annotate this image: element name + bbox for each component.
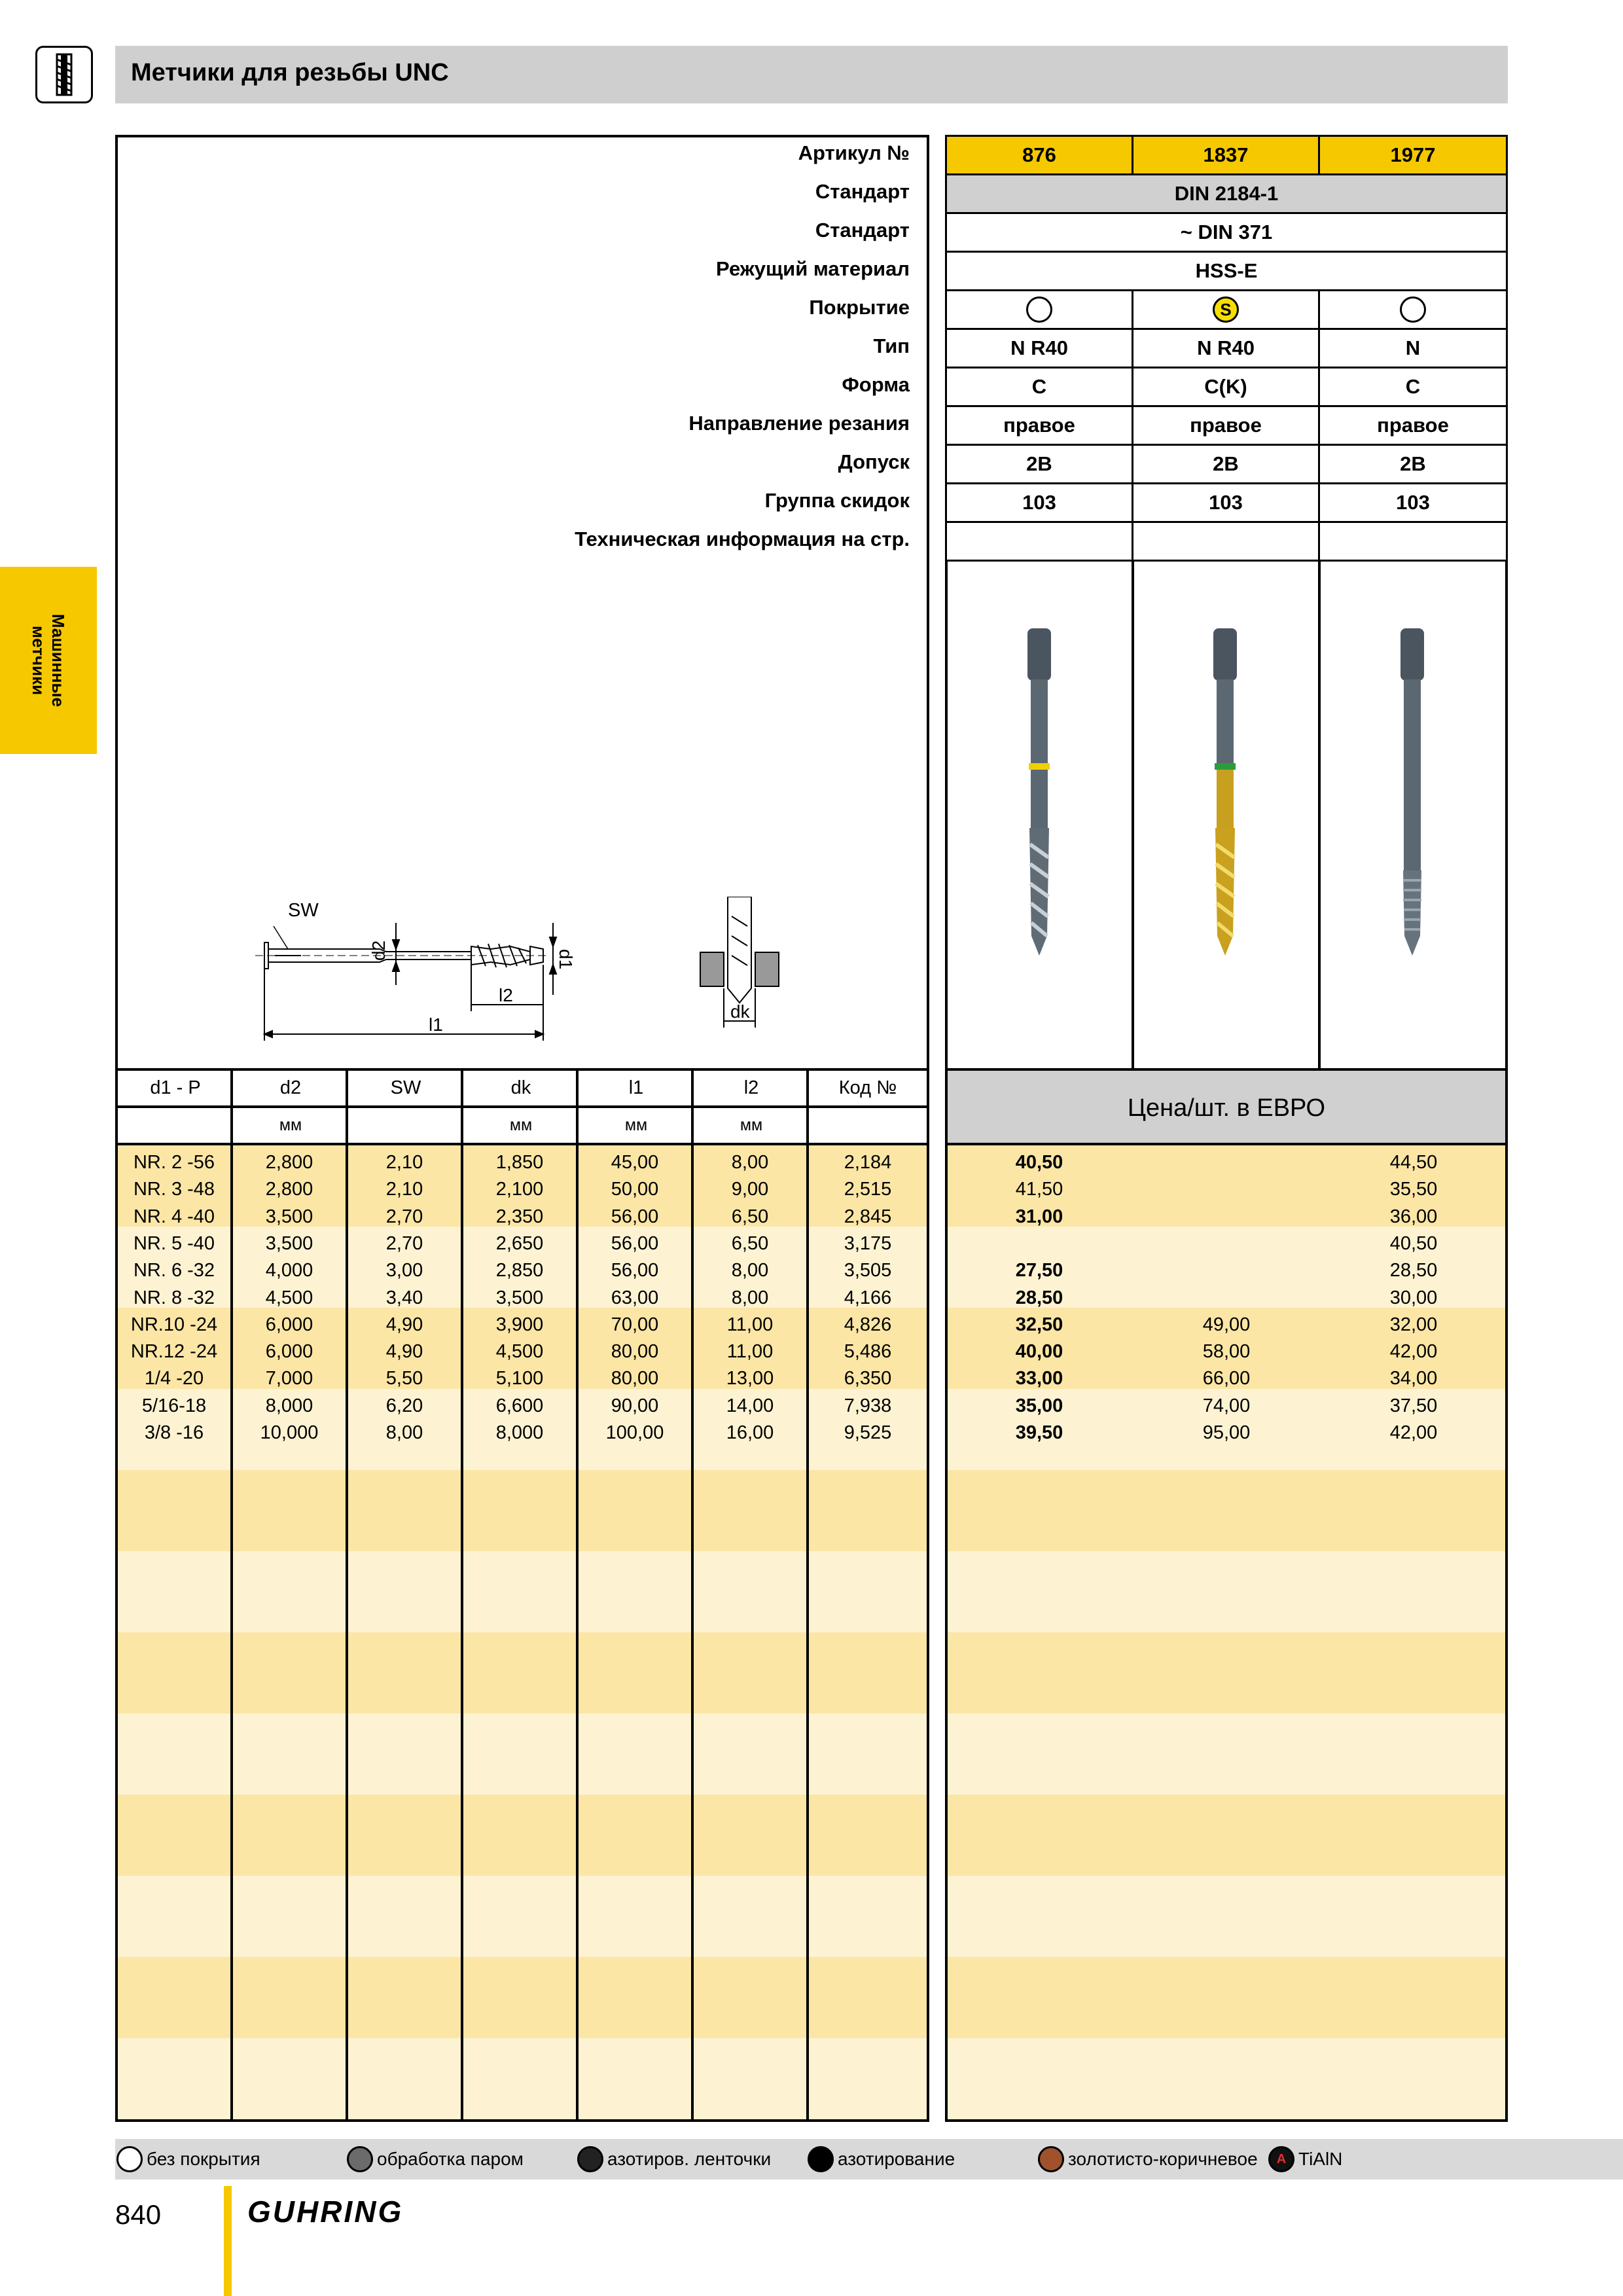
unit-sw xyxy=(348,1108,463,1143)
discount-876: 103 xyxy=(945,482,1133,523)
price-cell: 35,50 xyxy=(1389,1179,1438,1200)
spec-label-standard-2: Стандарт xyxy=(815,219,910,242)
tolerance-1837: 2B xyxy=(1132,444,1320,484)
coating-swatch-icon xyxy=(577,2146,603,2172)
form-1837: C(K) xyxy=(1132,367,1320,407)
article-1837[interactable]: 1837 xyxy=(1132,135,1320,175)
table-cell: 56,00 xyxy=(611,1260,659,1282)
table-cell: 2,800 xyxy=(265,1152,313,1173)
spec-label-article: Артикул № xyxy=(798,141,910,164)
table-cell: 2,350 xyxy=(495,1206,544,1227)
price-cell: 37,50 xyxy=(1389,1395,1438,1416)
coating-swatch-icon xyxy=(116,2146,143,2172)
spec-label-tech-info: Техническая информация на стр. xyxy=(575,528,910,550)
table-cell: 6,000 xyxy=(265,1314,313,1335)
table-cell: 4,90 xyxy=(385,1341,423,1363)
coating-swatch-icon xyxy=(1038,2146,1064,2172)
discount-1977: 103 xyxy=(1318,482,1508,523)
table-cell: 1,850 xyxy=(495,1152,544,1173)
table-cell: NR. 6 -32 xyxy=(133,1260,215,1282)
diagram-label-l1: l1 xyxy=(429,1014,443,1035)
material-value: HSS-E xyxy=(945,251,1508,291)
price-cell: 28,50 xyxy=(1015,1287,1063,1308)
table-cell: 6,20 xyxy=(385,1395,423,1416)
table-cell: 70,00 xyxy=(611,1314,659,1335)
coating-cell-1977 xyxy=(1318,289,1508,330)
price-cell: 49,00 xyxy=(1202,1314,1251,1335)
table-cell: 9,00 xyxy=(731,1179,769,1200)
table-cell: 90,00 xyxy=(611,1395,659,1416)
table-cell: 5,486 xyxy=(844,1341,892,1363)
diagram-label-d1: d1 xyxy=(556,949,576,970)
image-divider xyxy=(1132,560,1134,1070)
price-cell: 30,00 xyxy=(1389,1287,1438,1308)
table-cell: 6,000 xyxy=(265,1341,313,1363)
price-cell: 41,50 xyxy=(1015,1179,1063,1200)
table-cell: NR. 5 -40 xyxy=(133,1232,215,1254)
table-cell: 3,500 xyxy=(265,1206,313,1227)
table-cell: 16,00 xyxy=(726,1422,774,1443)
price-cell: 40,50 xyxy=(1015,1152,1063,1173)
table-cell: 80,00 xyxy=(611,1368,659,1390)
row-band xyxy=(948,1713,1505,1795)
table-cell: 8,00 xyxy=(385,1422,423,1443)
row-band xyxy=(118,1713,927,1795)
price-cell: 32,00 xyxy=(1389,1314,1438,1335)
uncoated-circle-icon xyxy=(1026,296,1052,323)
price-cell: 74,00 xyxy=(1202,1395,1251,1416)
price-cell xyxy=(1135,1176,1318,1202)
table-cell: 8,000 xyxy=(265,1395,313,1416)
type-1977: N xyxy=(1318,328,1508,368)
coating-swatch-icon: A xyxy=(1268,2146,1294,2172)
table-cell: 8,00 xyxy=(731,1260,769,1282)
row-band xyxy=(948,1957,1505,2038)
price-cell: 44,50 xyxy=(1389,1152,1438,1173)
price-cell: 58,00 xyxy=(1202,1341,1251,1363)
form-876: C xyxy=(945,367,1133,407)
coating-cell-1837 xyxy=(1132,289,1320,330)
table-cell: 3,900 xyxy=(495,1314,544,1335)
tap-dimension-diagram xyxy=(255,897,818,1057)
price-cell: 95,00 xyxy=(1202,1422,1251,1443)
row-band xyxy=(118,1632,927,1713)
table-cell: 3,00 xyxy=(385,1260,423,1282)
article-876[interactable]: 876 xyxy=(945,135,1133,175)
table-cell: 5,50 xyxy=(385,1368,423,1390)
footer-accent-bar xyxy=(224,2186,232,2296)
tech-info-1837[interactable] xyxy=(1132,521,1320,562)
table-cell: 8,00 xyxy=(731,1152,769,1173)
table-cell: 63,00 xyxy=(611,1287,659,1308)
table-cell: 3,500 xyxy=(265,1232,313,1254)
table-cell: 3,40 xyxy=(385,1287,423,1308)
coating-swatch-icon xyxy=(347,2146,373,2172)
price-cell: 66,00 xyxy=(1202,1368,1251,1390)
table-cell: 2,515 xyxy=(844,1179,892,1200)
price-cell: 35,00 xyxy=(1015,1395,1063,1416)
type-1837: N R40 xyxy=(1132,328,1320,368)
table-cell: 2,100 xyxy=(495,1179,544,1200)
tech-info-876[interactable] xyxy=(945,521,1133,562)
table-cell: 4,000 xyxy=(265,1260,313,1282)
spec-label-discount: Группа скидок xyxy=(764,489,910,512)
table-cell: 4,826 xyxy=(844,1314,892,1335)
table-cell: NR. 8 -32 xyxy=(133,1287,215,1308)
price-cell: 31,00 xyxy=(1015,1206,1063,1227)
table-cell: 10,000 xyxy=(260,1422,319,1443)
table-cell: 14,00 xyxy=(726,1395,774,1416)
price-cell: 40,50 xyxy=(1389,1232,1438,1254)
coating-cell-876 xyxy=(945,289,1133,330)
unit-l1: мм xyxy=(624,1116,648,1134)
table-cell: NR. 2 -56 xyxy=(133,1152,215,1173)
col-header-d1-p: d1 - P xyxy=(150,1077,201,1098)
unit-d1-p xyxy=(118,1108,233,1143)
price-cell xyxy=(1135,1149,1318,1175)
col-header-l2: l2 xyxy=(743,1077,759,1098)
price-cell xyxy=(948,1230,1131,1257)
tap-876-image xyxy=(1013,628,1065,972)
table-cell: 2,10 xyxy=(385,1179,423,1200)
legend-label: без покрытия xyxy=(147,2149,260,2169)
spec-label-tolerance: Допуск xyxy=(838,450,910,473)
table-cell: 56,00 xyxy=(611,1232,659,1254)
price-cell: 33,00 xyxy=(1015,1368,1063,1390)
tech-info-1977[interactable] xyxy=(1318,521,1508,562)
legend-item xyxy=(808,2144,955,2175)
price-cell: 28,50 xyxy=(1389,1260,1438,1282)
standard-1-value: DIN 2184-1 xyxy=(945,173,1508,214)
side-tab-label xyxy=(18,567,79,754)
page-number: 840 xyxy=(115,2199,162,2230)
diagram-label-sw: SW xyxy=(288,900,319,921)
legend-label: золотисто-коричневое xyxy=(1068,2149,1258,2169)
legend-item xyxy=(347,2144,524,2175)
table-cell: 2,650 xyxy=(495,1232,544,1254)
form-1977: C xyxy=(1318,367,1508,407)
table-cell: 2,184 xyxy=(844,1152,892,1173)
price-cell: 36,00 xyxy=(1389,1206,1438,1227)
side-tab[interactable] xyxy=(0,567,97,754)
table-cell: NR.10 -24 xyxy=(130,1314,218,1335)
legend-item xyxy=(1268,2144,1342,2175)
table-cell: 6,50 xyxy=(731,1206,769,1227)
price-cell: 42,00 xyxy=(1389,1422,1438,1443)
price-header: Цена/шт. в ЕВРО xyxy=(948,1071,1505,1145)
legend-item xyxy=(577,2144,771,2175)
image-divider xyxy=(1318,560,1321,1070)
table-cell: 4,500 xyxy=(495,1341,544,1363)
diagram-label-dk: dk xyxy=(730,1001,750,1022)
spec-label-standard: Стандарт xyxy=(815,180,910,203)
legend-label: обработка паром xyxy=(377,2149,524,2169)
table-cell: 11,00 xyxy=(726,1341,774,1363)
spec-label-coating: Покрытие xyxy=(809,296,910,319)
legend-label: TiAlN xyxy=(1298,2149,1343,2169)
col-header-sw: SW xyxy=(390,1077,421,1098)
legend-item xyxy=(116,2144,260,2175)
type-876: N R40 xyxy=(945,328,1133,368)
table-cell: 2,800 xyxy=(265,1179,313,1200)
table-cell: 3,175 xyxy=(844,1232,892,1254)
unit-code xyxy=(809,1108,927,1143)
table-cell: 50,00 xyxy=(611,1179,659,1200)
row-band xyxy=(948,1551,1505,1632)
steam-coating-circle-icon: S xyxy=(1213,296,1239,323)
page-title: Метчики для резьбы UNC xyxy=(131,59,449,86)
row-band xyxy=(118,2038,927,2119)
table-cell: 3/8 -16 xyxy=(144,1422,204,1443)
table-cell: 4,90 xyxy=(385,1314,423,1335)
table-cell: 3,500 xyxy=(495,1287,544,1308)
table-cell: 2,70 xyxy=(385,1206,423,1227)
table-cell: 6,600 xyxy=(495,1395,544,1416)
table-cell: 2,850 xyxy=(495,1260,544,1282)
price-cell: 39,50 xyxy=(1015,1422,1063,1443)
price-cell: 34,00 xyxy=(1389,1368,1438,1390)
table-cell: 6,350 xyxy=(844,1368,892,1390)
row-band xyxy=(948,1876,1505,1957)
side-tab-line2: метчики xyxy=(29,625,48,696)
price-cell xyxy=(1135,1257,1318,1283)
price-cell: 32,50 xyxy=(1015,1314,1063,1335)
unit-d2: мм xyxy=(279,1116,302,1134)
spec-label-form: Форма xyxy=(842,373,910,396)
legend-label: азотирование xyxy=(838,2149,955,2169)
table-cell: NR. 3 -48 xyxy=(133,1179,215,1200)
unit-l2: мм xyxy=(740,1116,763,1134)
diagram-label-l2: l2 xyxy=(499,985,513,1005)
price-cell xyxy=(1135,1285,1318,1311)
tap-1837-image xyxy=(1199,628,1251,972)
table-cell: 100,00 xyxy=(605,1422,664,1443)
spec-label-type: Тип xyxy=(873,334,910,357)
price-cell: 27,50 xyxy=(1015,1260,1063,1282)
legend-label: азотиров. ленточки xyxy=(607,2149,772,2169)
brand-logo: GUHRING xyxy=(247,2195,404,2229)
col-header-code: Код № xyxy=(838,1077,897,1098)
tap-1977-image xyxy=(1386,628,1438,972)
table-cell: 1/4 -20 xyxy=(144,1368,204,1390)
table-cell: 80,00 xyxy=(611,1341,659,1363)
coating-swatch-icon xyxy=(808,2146,834,2172)
row-band xyxy=(118,1551,927,1632)
table-cell: 7,000 xyxy=(265,1368,313,1390)
table-cell: 2,845 xyxy=(844,1206,892,1227)
row-band xyxy=(118,1795,927,1876)
spec-label-direction: Направление резания xyxy=(688,412,910,435)
discount-1837: 103 xyxy=(1132,482,1320,523)
col-header-d2: d2 xyxy=(279,1077,302,1098)
table-cell: 5,100 xyxy=(495,1368,544,1390)
price-cell: 42,00 xyxy=(1389,1341,1438,1363)
row-band xyxy=(948,1632,1505,1713)
table-cell: 11,00 xyxy=(726,1314,774,1335)
direction-1837: правое xyxy=(1132,405,1320,446)
price-cell xyxy=(1135,1204,1318,1230)
row-band xyxy=(118,1470,927,1551)
col-header-l1: l1 xyxy=(628,1077,644,1098)
article-1977[interactable]: 1977 xyxy=(1318,135,1508,175)
diagram-label-d2: d2 xyxy=(368,940,389,961)
table-cell: 13,00 xyxy=(726,1368,774,1390)
row-band xyxy=(118,1876,927,1957)
table-cell: 8,000 xyxy=(495,1422,544,1443)
table-cell: 56,00 xyxy=(611,1206,659,1227)
direction-876: правое xyxy=(945,405,1133,446)
uncoated-circle-icon xyxy=(1400,296,1426,323)
tap-icon xyxy=(35,46,93,103)
table-cell: 2,70 xyxy=(385,1232,423,1254)
table-cell: NR. 4 -40 xyxy=(133,1206,215,1227)
row-band xyxy=(948,2038,1505,2119)
table-cell: 5/16-18 xyxy=(141,1395,207,1416)
side-tab-line1: Машинные xyxy=(48,613,68,708)
table-cell: 3,505 xyxy=(844,1260,892,1282)
unit-dk: мм xyxy=(509,1116,533,1134)
table-cell: 7,938 xyxy=(844,1395,892,1416)
table-cell: 2,10 xyxy=(385,1152,423,1173)
table-cell: 45,00 xyxy=(611,1152,659,1173)
col-header-dk: dk xyxy=(510,1077,531,1098)
table-cell: 8,00 xyxy=(731,1287,769,1308)
table-cell: 4,166 xyxy=(844,1287,892,1308)
standard-2-value: ~ DIN 371 xyxy=(945,212,1508,253)
legend-item xyxy=(1038,2144,1258,2175)
tolerance-876: 2B xyxy=(945,444,1133,484)
price-cell: 40,00 xyxy=(1015,1341,1063,1363)
table-cell: 4,500 xyxy=(265,1287,313,1308)
direction-1977: правое xyxy=(1318,405,1508,446)
table-cell: 6,50 xyxy=(731,1232,769,1254)
row-band xyxy=(118,1957,927,2038)
price-cell xyxy=(1135,1230,1318,1257)
spec-label-material: Режущий материал xyxy=(716,257,910,280)
tolerance-1977: 2B xyxy=(1318,444,1508,484)
row-band xyxy=(948,1795,1505,1876)
table-cell: NR.12 -24 xyxy=(130,1341,218,1363)
row-band xyxy=(948,1470,1505,1551)
table-cell: 9,525 xyxy=(844,1422,892,1443)
